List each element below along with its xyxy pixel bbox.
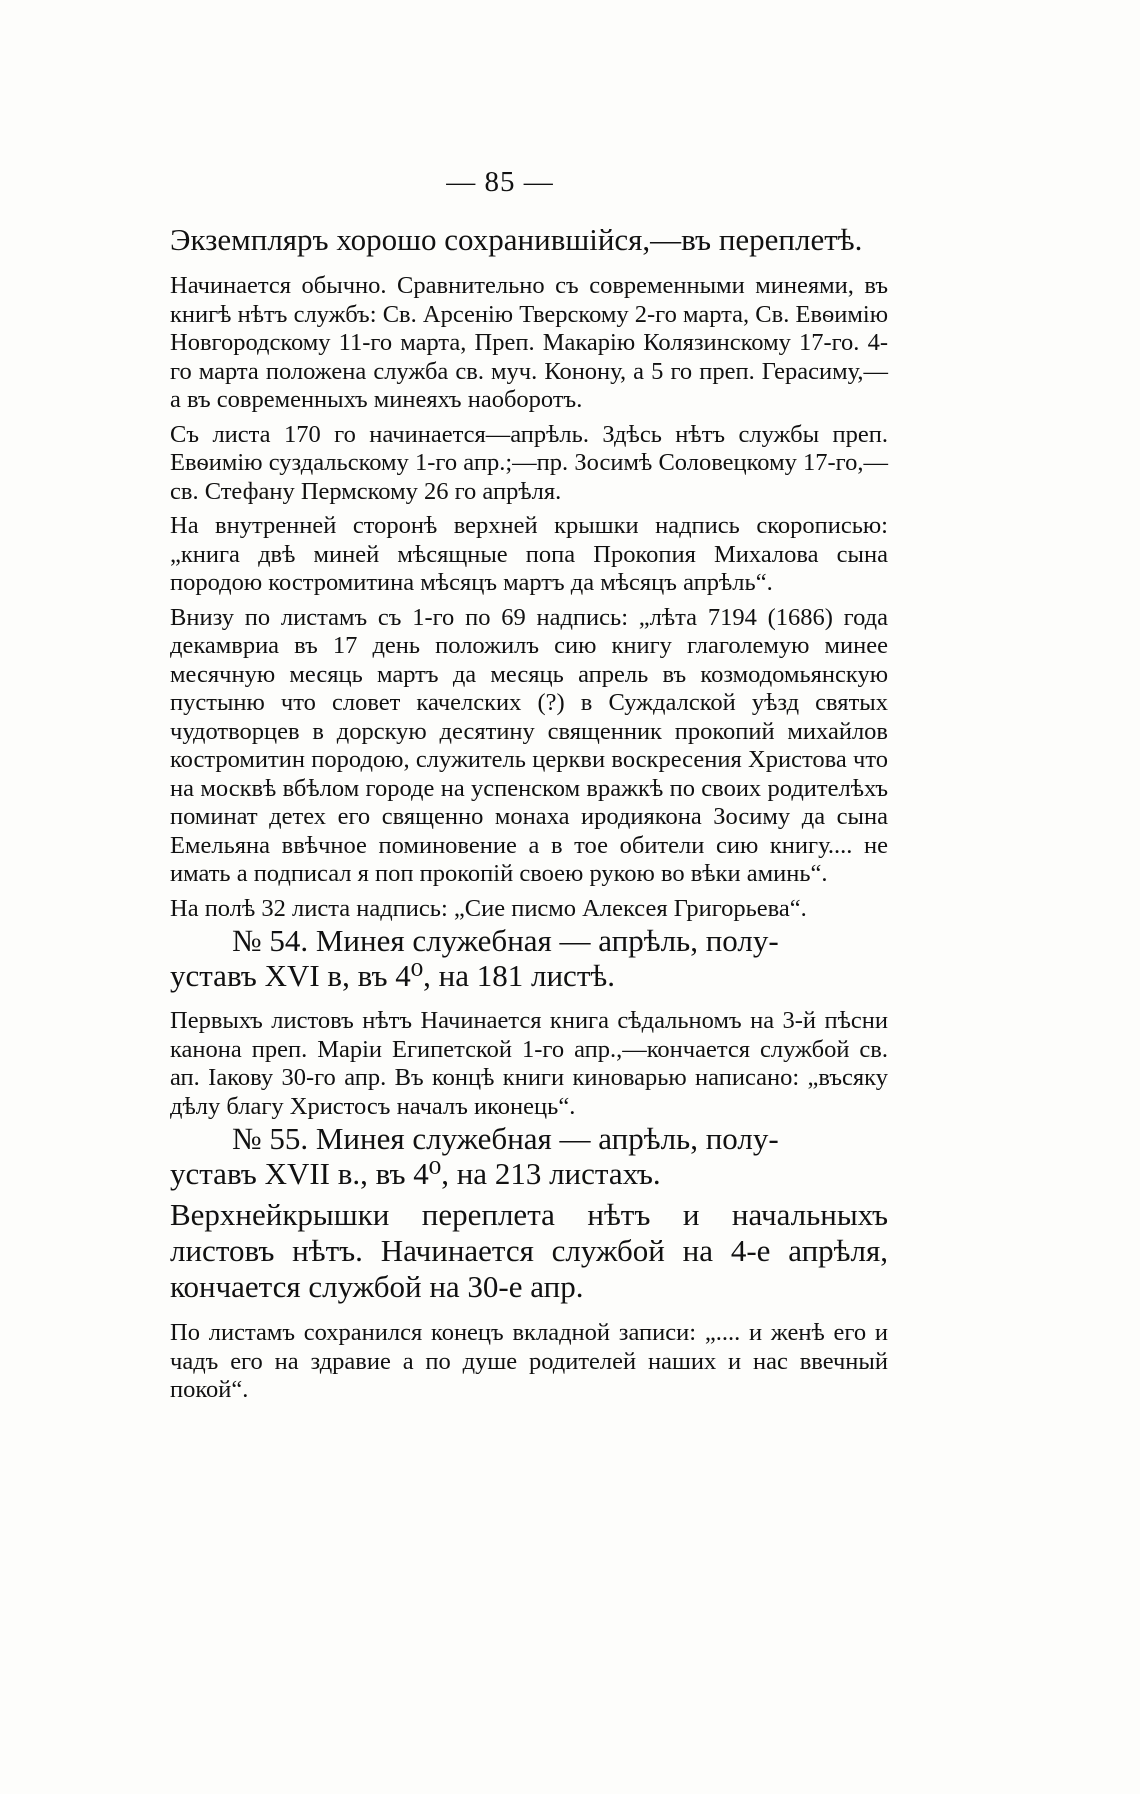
entry-54-heading-line2: уставъ XVI в, въ 4⁰, на 181 листѣ. (170, 958, 615, 993)
paragraph-cover-inscription: На внутренней сторонѣ верхней крышки надпись скорописью: „книга двѣ миней мѣсящные попа Прокопия Михалова сына породою костромитина мѣсяцъ мартъ да мѣсяцъ апрѣль“. (170, 512, 888, 596)
entry-55-body-large: Верхнейкрышки переплета нѣтъ и начальныхъ листовъ нѣтъ. Начинается службой на 4-е апрѣля, кончается службой на 30-е апр. (170, 1197, 888, 1304)
paragraph-contents: Начинается обычно. Сравнительно съ современными минеями, въ книгѣ нѣтъ службъ: Св. Арсенію Тверскому 2-го марта, Св. Евѳимію Новгородскому 11-го марта, Преп. Макарію Колязинскому 17-го. 4-го марта положена служба св. муч. Конону, а 5 го преп. Герасиму,—а въ современныхъ минеяхъ наоборотъ. (170, 272, 888, 413)
entry-54-heading (170, 923, 888, 993)
entry-55-heading (170, 1121, 888, 1191)
entry-55-body: По листамъ сохранился конецъ вкладной записи: „.... и женѣ его и чадъ его на здравие а по душе родителей наших и нас ввечный покой“. (170, 1319, 888, 1403)
paragraph-sheet-inscription: Внизу по листамъ съ 1-го по 69 надпись: „лѣта 7194 (1686) года декамвриа въ 17 день положилъ сию книгу глаголемую минее месячную месяць мартъ да месяць апрель въ козмодомьянскую пустыню что словет качелских (?) в Суждалской уѣзд святых чудотворцев в дорскую десятину священник прокопий михайлов костромитин породою, служитель церкви воскресения Христова что на москвѣ вбѣлом городе на успенском вражкѣ по своих родителѣхъ поминат детех его священно монаха иродиякона Зосиму да сына Емельяна ввѣчное поминовение а в тое обители сию книгу.... не имать а подписал я поп прокопiй своею рукою во вѣки аминь“. (170, 603, 888, 887)
paragraph-april-section: Съ листа 170 го начинается—апрѣль. Здѣсь нѣтъ службы преп. Евѳимію суздальскому 1-го апр.;—пр. Зосимѣ Соловецкому 17-го,—св. Стефану Пермскому 26 го апрѣля. (170, 420, 888, 505)
entry-54-heading-line1: № 54. Минея служебная — апрѣль, полу- (232, 923, 779, 958)
text-column (170, 222, 888, 1405)
entry-55-heading-line2: уставъ XVII в., въ 4⁰, на 213 листахъ. (170, 1156, 661, 1191)
intro-paragraph: Экземпляръ хорошо сохранившійся,—въ переплетѣ. (170, 222, 863, 257)
entry-55-heading-line1: № 55. Минея служебная — апрѣль, полу- (232, 1121, 779, 1156)
paragraph-margin-inscription: На полѣ 32 листа надпись: „Сие писмо Алексея Григорьева“. (170, 894, 807, 922)
entry-54-body: Первыхъ листовъ нѣтъ Начинается книга сѣдальномъ на 3-й пѣсни канона преп. Маріи Египетской 1-го апр.,—кончается службой св. ап. Іакову 30-го апр. Въ концѣ книги киноварью написано: „въсяку дѣлу благу Христосъ началъ иконець“. (170, 1007, 888, 1120)
page-number: — 85 — (446, 166, 554, 198)
